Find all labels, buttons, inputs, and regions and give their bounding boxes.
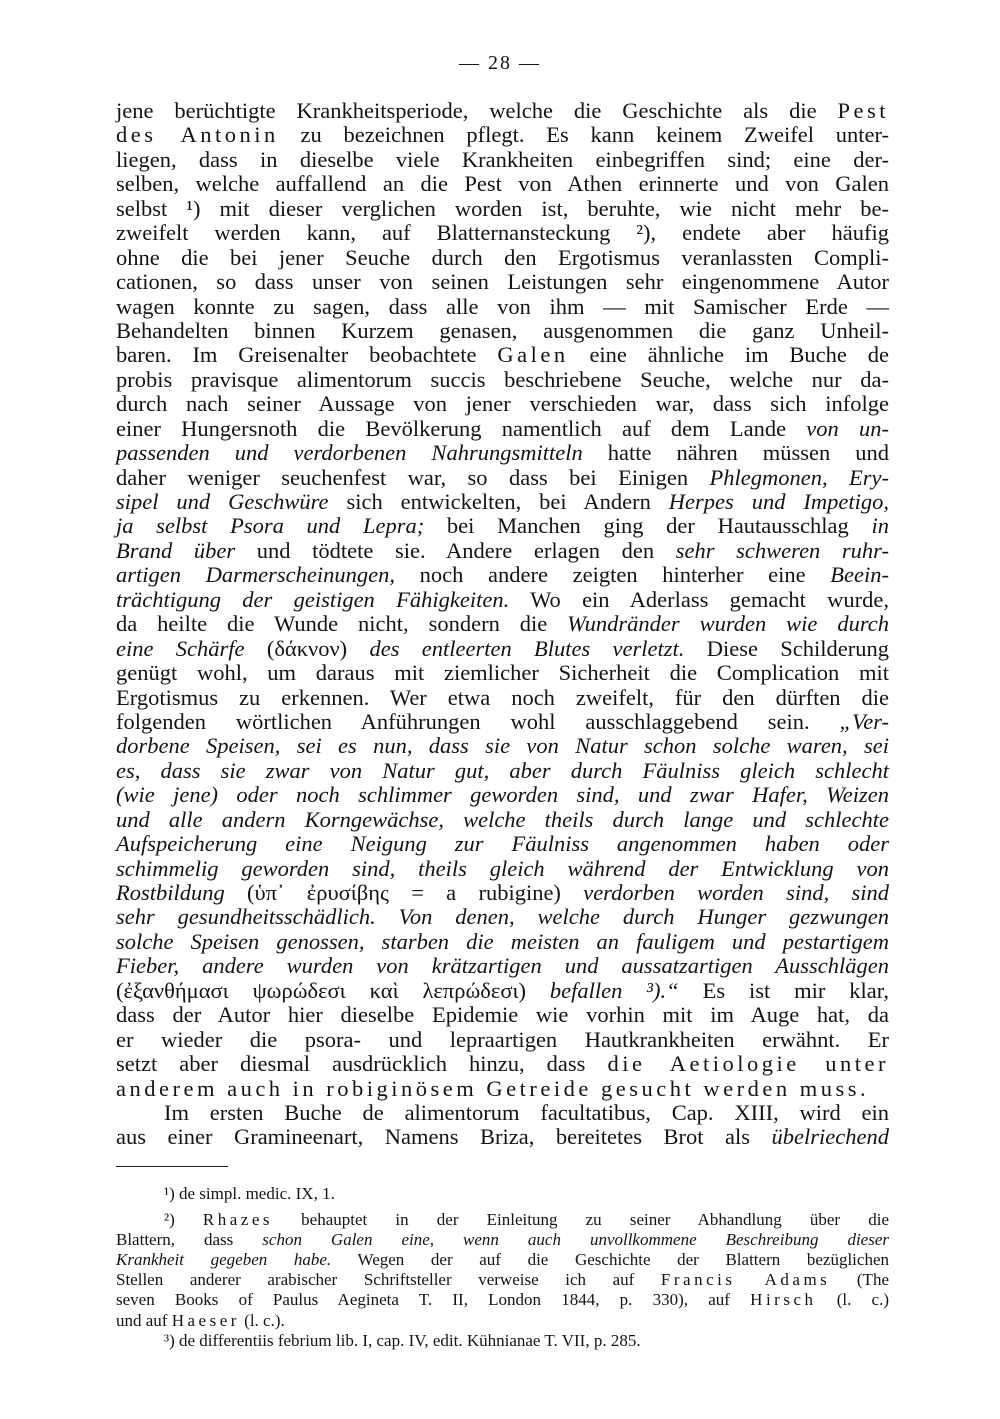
text-run: durch nach seiner Aussage von jener verschieden war, dass sich infolge: [116, 391, 889, 417]
text-line: [116, 368, 889, 392]
spaced-text: die Aetiologie unter: [607, 1051, 889, 1077]
text-run: cationen, so dass unser von seinen Leistungen sehr eingenommene Autor: [116, 269, 889, 295]
text-run: da heilte die Wunde nicht, sondern die: [116, 611, 568, 637]
text-run: ³) de differentiis febrium lib. I, cap. IV, edit. Kühnianae T. VII, p. 285.: [164, 1330, 641, 1350]
text-run: (l. c.): [816, 1290, 889, 1310]
text-run: ¹) de simpl. medic. IX, 1.: [164, 1184, 335, 1203]
spaced-text: Rhazes: [202, 1210, 274, 1230]
text-run: hatte nähren müssen und: [582, 440, 889, 466]
spaced-text: Pest: [837, 98, 889, 123]
text-run: Wo ein Aderlass gemacht wurde,: [509, 586, 889, 612]
footnote-line: [116, 1290, 889, 1310]
italic-text: schon Galen eine, wenn auch unvollkommene Beschreibung dieser: [262, 1230, 889, 1250]
text-run: genügt wohl, um daraus mit ziemlicher Sicherheit die Complication mit: [116, 660, 889, 686]
text-line: [116, 1028, 889, 1052]
footnotes: [116, 1184, 889, 1351]
italic-text: dorbene Speisen, sei es nun, dass sie von Natur schon solche waren, sei: [116, 733, 889, 759]
text-line: [116, 783, 889, 807]
text-line: [116, 588, 889, 612]
text-line: [116, 148, 889, 172]
italic-text: Fieber, andere wurden von krätzartigen und aussatzartigen Ausschlägen: [116, 953, 889, 979]
text-run: ohne die bei jener Seuche durch den Ergotismus veranlassten Compli-: [116, 244, 889, 270]
text-line: [116, 1077, 889, 1101]
text-run: baren. Im Greisenalter beobachtete: [116, 342, 498, 368]
italic-text: sehr gesundheitsschädlich. Von denen, welche durch Hunger gezwungen: [116, 904, 889, 930]
text-run: probis pravisque alimentorum succis beschriebene Seuche, welche nur da-: [116, 366, 889, 392]
text-run: Ergotismus zu erkennen. Wer etwa noch zweifelt, für den dürften die: [116, 684, 889, 710]
italic-text: Brand über: [116, 537, 236, 563]
text-line: [116, 1003, 889, 1027]
text-run: Diese Schilderung: [684, 635, 889, 661]
italic-text: eine Schärfe: [116, 635, 245, 661]
text-line: [116, 661, 889, 685]
italic-text: „Ver-: [839, 708, 889, 734]
text-line: [116, 270, 889, 294]
page-number: — 28 —: [459, 52, 541, 74]
text-line: [116, 881, 889, 905]
spaced-text: anderem auch in robiginösem Getreide gesucht werden muss.: [116, 1075, 870, 1101]
italic-text: verdorben worden sind, sind: [583, 880, 889, 905]
text-line: [116, 1101, 889, 1125]
text-line: [116, 246, 889, 270]
text-line: [116, 295, 889, 319]
italic-text: Phlegmonen, Ery-: [709, 464, 890, 490]
text-line: [116, 1125, 889, 1149]
text-run: wagen konnte zu sagen, dass alle von ihm — mit Samischer Erde —: [116, 293, 889, 319]
text-run: Im ersten Buche de alimentorum facultatibus, Cap. XIII, wird ein: [164, 1099, 889, 1125]
text-run: liegen, dass in dieselbe viele Krankheiten einbegriffen sind; eine der-: [116, 146, 889, 172]
italic-text: übelriechend: [771, 1124, 889, 1150]
footnote-line: [116, 1250, 889, 1270]
italic-text: artigen Darmerscheinungen,: [116, 562, 395, 588]
text-run: Blattern, dass: [116, 1230, 263, 1250]
italic-text: Beein-: [830, 562, 889, 588]
text-run: zweifelt werden kann, auf Blatternansteckung ²), endete aber häufig: [116, 220, 889, 246]
italic-text: befallen ³).“: [549, 977, 679, 1003]
text-line: [116, 466, 889, 490]
text-run: jene berüchtigte Krankheitsperiode, welche die Geschichte als die: [116, 98, 838, 123]
text-line: [116, 539, 889, 563]
text-line: [116, 1052, 889, 1076]
spaced-text: Haeser: [171, 1310, 240, 1330]
text-line: [116, 563, 889, 587]
text-run: (l. c.).: [239, 1310, 285, 1330]
text-run: setzt aber diesmal ausdrücklich hinzu, dass: [116, 1051, 608, 1077]
italic-text: Aufspeicherung eine Neigung zur Fäulniss angenommen haben oder: [116, 831, 889, 857]
footnote-separator: [116, 1166, 228, 1167]
text-line: [116, 832, 889, 856]
italic-text: Wundränder wurden wie durch: [567, 611, 889, 637]
text-run: Behandelten binnen Kurzem genasen, ausgenommen die ganz Unheil-: [116, 317, 889, 343]
footnote-line: [116, 1331, 889, 1351]
italic-text: des entleerten Blutes verletzt.: [369, 635, 685, 661]
text-line: [116, 637, 889, 661]
text-line: [116, 710, 889, 734]
text-run: Es ist mir klar,: [678, 977, 889, 1003]
text-run: selben, welche auffallend an die Pest von Athen erinnerte und von Galen: [116, 171, 889, 197]
italic-text: schimmelig geworden sind, theils gleich während der Entwicklung von: [116, 855, 889, 881]
italic-text: von un-: [806, 415, 889, 441]
footnote-line: [116, 1270, 889, 1290]
text-run: (ὑπ᾽ ἐρυσίβης = a rubigine): [224, 880, 584, 905]
italic-text: ja selbst Psora und Lepra;: [116, 513, 425, 539]
italic-text: in: [871, 513, 889, 539]
text-run: und auf: [116, 1310, 172, 1330]
italic-text: sehr schweren ruhr-: [675, 537, 889, 563]
text-run: aus einer Gramineenart, Namens Briza, bereitetes Brot als: [116, 1124, 772, 1150]
italic-text: solche Speisen genossen, starben die meisten an fauligem und pestartigem: [116, 928, 889, 954]
italic-text: es, dass sie zwar von Natur gut, aber durch Fäulniss gleich schlecht: [116, 757, 889, 783]
spaced-text: Francis Adams: [660, 1270, 831, 1290]
text-line: [116, 319, 889, 343]
italic-text: Krankheit gegeben habe.: [116, 1250, 332, 1270]
text-run: ²): [164, 1210, 203, 1230]
text-line: [116, 417, 889, 441]
footnote-line: [116, 1210, 889, 1230]
text-line: [116, 514, 889, 538]
text-line: [116, 734, 889, 758]
italic-text: (wie jene) oder noch schlimmer geworden sind, und zwar Hafer, Weizen: [116, 782, 889, 808]
text-line: [116, 343, 889, 367]
text-line: [116, 857, 889, 881]
text-run: (The: [830, 1270, 889, 1290]
spaced-text: des Antonin: [116, 122, 279, 148]
text-line: [116, 954, 889, 978]
text-line: [116, 612, 889, 636]
text-run: dass der Autor hier dieselbe Epidemie wie vorhin mit im Auge hat, da: [116, 1002, 889, 1028]
text-line: [116, 905, 889, 929]
text-run: daher weniger seuchenfest war, so dass bei Einigen: [116, 464, 710, 490]
text-line: [116, 197, 889, 221]
italic-text: passenden und verdorbenen Nahrungsmitteln: [116, 440, 583, 466]
text-line: [116, 441, 889, 465]
text-run: einer Hungersnoth die Bevölkerung namentlich auf dem Lande: [116, 415, 807, 441]
text-line: [116, 686, 889, 710]
text-run: folgenden wörtlichen Anführungen wohl ausschlaggebend sein.: [116, 708, 840, 734]
text-run: und tödtete sie. Andere erlagen den: [235, 537, 676, 563]
italic-text: Rostbildung: [116, 880, 225, 905]
text-run: zu bezeichnen pflegt. Es kann keinem Zweifel unter-: [278, 122, 889, 148]
italic-text: sipel und Geschwüre: [116, 489, 329, 514]
text-run: bei Manchen ging der Hautausschlag: [424, 513, 872, 539]
text-line: [116, 490, 889, 514]
text-run: sich entwickelten, bei Andern: [328, 489, 669, 514]
text-line: [116, 123, 889, 147]
spaced-text: Hirsch: [750, 1290, 817, 1310]
text-run: (ἐξανθήμασι ψωρώδεσι καὶ λεπρώδεσι): [116, 977, 550, 1003]
text-run: selbst ¹) mit dieser verglichen worden ist, beruhte, wie nicht mehr be-: [116, 195, 889, 221]
spaced-text: Galen: [497, 342, 569, 368]
footnote-line: [116, 1230, 889, 1250]
text-line: [116, 930, 889, 954]
text-run: behauptet in der Einleitung zu seiner Abhandlung über die: [273, 1210, 889, 1230]
italic-text: Herpes und Impetigo,: [668, 489, 890, 514]
text-run: seven Books of Paulus Aegineta T. II, London 1844, p. 330), auf: [116, 1290, 751, 1310]
text-run: er wieder die psora- und lepraartigen Hautkrankheiten erwähnt. Er: [116, 1026, 889, 1052]
text-line: [116, 221, 889, 245]
text-line: [116, 979, 889, 1003]
text-line: [116, 759, 889, 783]
text-run: noch andere zeigten hinterher eine: [395, 562, 831, 588]
text-run: (δάκνον): [244, 635, 370, 661]
text-run: Wegen der auf die Geschichte der Blattern bezüglichen: [331, 1250, 889, 1270]
italic-text: trächtigung der geistigen Fähigkeiten.: [116, 586, 510, 612]
italic-text: und alle andern Korngewächse, welche theils durch lange und schlechte: [116, 806, 889, 832]
text-run: Stellen anderer arabischer Schriftsteller verweise ich auf: [116, 1270, 661, 1290]
text-line: [116, 392, 889, 416]
text-line: [116, 808, 889, 832]
footnote-line: [116, 1184, 889, 1204]
body-text: [116, 99, 889, 1150]
text-line: [116, 99, 889, 123]
footnote-line: [116, 1311, 889, 1331]
text-line: [116, 172, 889, 196]
text-run: eine ähnliche im Buche de: [568, 342, 889, 368]
